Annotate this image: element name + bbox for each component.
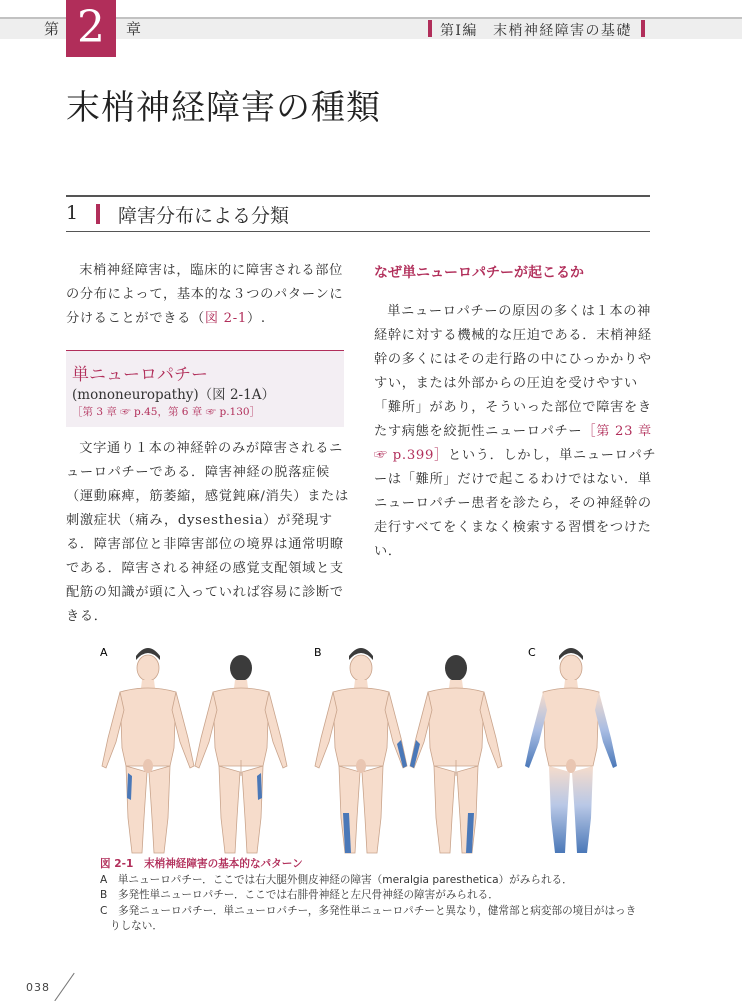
page-number-slash [54, 973, 74, 1001]
right-column-paragraph [374, 300, 658, 564]
right-ref[interactable]: ［第 23 章 ☞ p.399］ [374, 424, 652, 463]
figure-a-back [195, 655, 287, 853]
section-rule-top [66, 195, 650, 197]
box-subtitle: (mononeuropathy)（図 2-1A） [72, 387, 275, 403]
right-text-a: 単ニューロパチーの原因の多くは１本の神経幹に対する機械的な圧迫である．末梢神経幹の多くにはその走行路の中にひっかかりやすい，または外部からの圧迫を受けやすい「難所」があり，そういった部位で障害をきたす病態を絞扼性ニューロパチー [374, 304, 652, 439]
box-reference[interactable]: ［第 3 章 ☞ p.45，第 6 章 ☞ p.130］ [72, 406, 261, 418]
figure-c-front [525, 648, 617, 853]
figure-label-c: C [528, 646, 536, 659]
right-column-heading: なぜ単ニューロパチーが起こるか [374, 265, 584, 281]
part-label: 第Ⅰ編 末梢神経障害の基礎 [440, 23, 632, 39]
right-text-b: という．しかし，単ニューロパチーは「難所」だけで起こるわけではない．単ニューロパチー患者を診たら，その神経幹の走行すべてをくまなく検索する習慣をつけたい． [374, 448, 657, 559]
figure-a-front [102, 648, 194, 853]
caption-c1: C 多発ニューロパチー．単ニューロパチー，多発性単ニューロパチーと異なり，健常部と病変部の境目がはっき [100, 904, 637, 917]
header-bar-left [428, 20, 432, 37]
intro-figure-ref[interactable]: 図 2-1 [204, 311, 247, 326]
caption-a: A 単ニューロパチー．ここでは右大腿外側皮神経の障害（meralgia paresthetica）がみられる． [100, 873, 573, 886]
section-number: 1 [66, 202, 79, 224]
caption-b: B 多発性単ニューロパチー．ここでは右腓骨神経と左尺骨神経の障害がみられる． [100, 889, 499, 901]
caption-c2: りしない． [110, 920, 163, 932]
figure-label-b: B [314, 646, 322, 659]
body-diagram-figure [96, 640, 656, 860]
intro-paragraph [66, 259, 346, 331]
figure-caption [100, 857, 660, 935]
box-title: 単ニューロパチー [72, 365, 208, 385]
section-bar [96, 204, 100, 224]
caption-title: 図 2-1 末梢神経障害の基本的なパターン [100, 858, 303, 870]
intro-end: ）. [247, 311, 266, 326]
page-number: 038 [26, 981, 50, 994]
mono-text: 文字通り１本の神経幹のみが障害されるニューロパチーである．障害神経の脱落症候（運動麻痺，筋萎縮，感覚鈍麻/消失）または刺激症状（痛み，dysesthesia）が発現する．障害部位と非障害部位の境界は通常明瞭である．障害される神経の感覚支配領域と支配筋の知識が頭に入っていれば容易に診断できる． [66, 441, 349, 624]
page-title: 末梢神経障害の種類 [66, 88, 381, 128]
figure-b-front [315, 648, 407, 853]
chapter-number: 2 [77, 2, 105, 53]
intro-text: 末梢神経障害は，臨床的に障害される部位の分布によって，基本的な３つのパターンに分けることができる（ [66, 263, 344, 326]
figure-b-back [410, 655, 502, 853]
chapter-suffix: 章 [126, 20, 142, 38]
figure-label-a: A [100, 646, 108, 659]
section-title: 障害分布による分類 [118, 205, 290, 227]
mononeuropathy-paragraph [66, 437, 350, 629]
chapter-prefix: 第 [44, 20, 60, 38]
header-bar-right [641, 20, 645, 37]
section-rule-bottom [66, 231, 650, 232]
